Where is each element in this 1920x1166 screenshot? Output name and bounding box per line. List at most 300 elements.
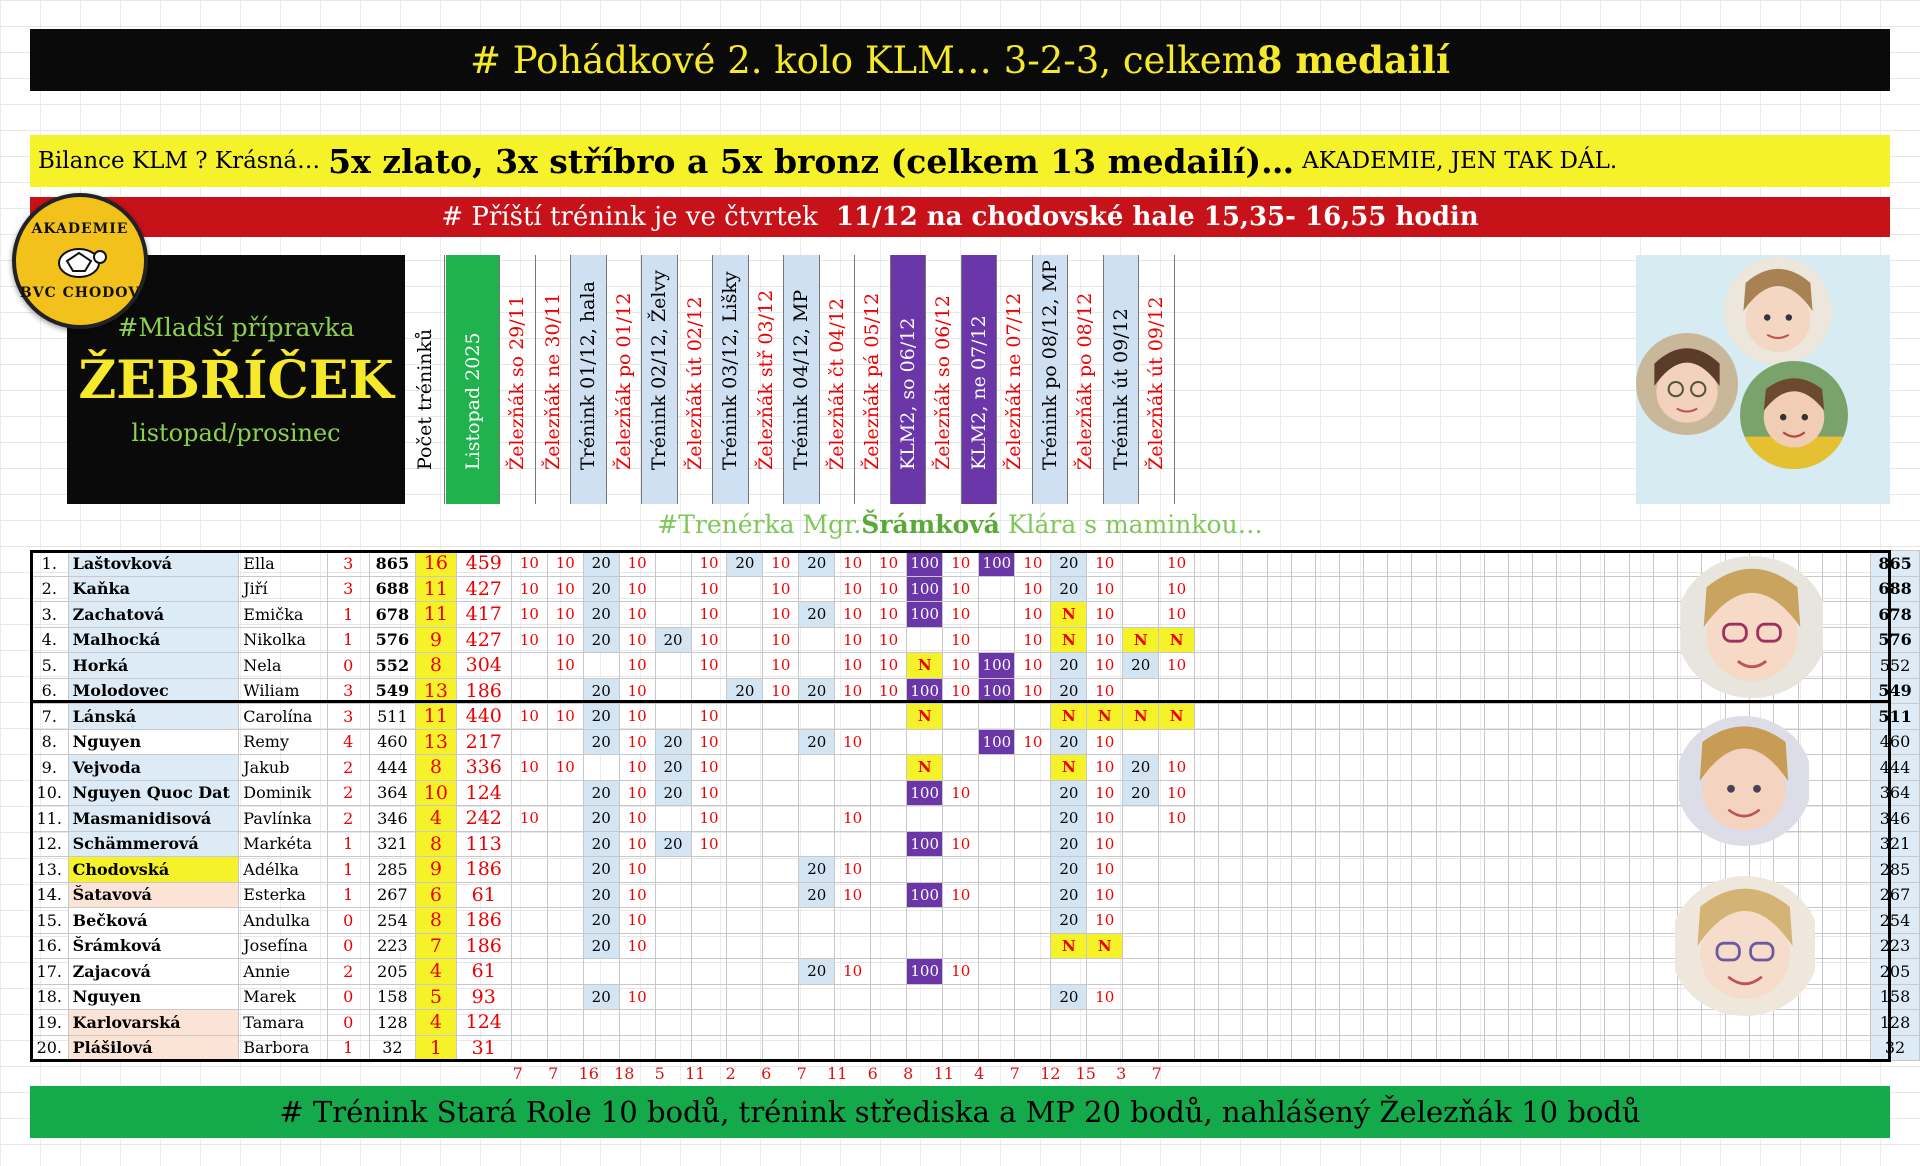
empty-cell <box>1846 678 1870 704</box>
empty-cell <box>1653 729 1677 755</box>
empty-cell <box>1243 857 1267 883</box>
empty-cell <box>1315 831 1339 857</box>
points-cell: 10 <box>691 602 727 628</box>
empty-cell <box>1388 678 1412 704</box>
empty-cell <box>1195 704 1219 730</box>
points-cell <box>979 959 1015 985</box>
points-cell <box>1159 908 1195 934</box>
empty-cell <box>1653 780 1677 806</box>
surname-cell: Chodovská <box>68 857 239 883</box>
empty-cell <box>1581 882 1605 908</box>
empty-cell <box>1364 933 1388 959</box>
empty-cell <box>1219 831 1243 857</box>
empty-cell <box>1364 627 1388 653</box>
empty-cell <box>1798 1035 1822 1061</box>
empty-cell <box>1533 780 1557 806</box>
points-cell: 10 <box>943 653 979 679</box>
sum-cell: 254 <box>1871 908 1920 934</box>
empty-cell <box>1653 627 1677 653</box>
empty-cell <box>1822 729 1846 755</box>
points-cell: 10 <box>871 602 907 628</box>
empty-cell <box>1508 653 1532 679</box>
empty-cell <box>1267 551 1291 577</box>
empty-cell <box>1291 1035 1315 1061</box>
points-cell <box>511 908 547 934</box>
points-cell <box>547 678 583 704</box>
empty-cell <box>1508 1035 1532 1061</box>
previous-points-cell: 267 <box>369 882 416 908</box>
empty-cell <box>1339 576 1363 602</box>
month-points-cell: 427 <box>456 576 511 602</box>
sum-cell: 346 <box>1871 806 1920 832</box>
points-cell: 10 <box>1087 831 1123 857</box>
empty-cell <box>1412 602 1436 628</box>
previous-points-cell: 460 <box>369 729 416 755</box>
column-total: 18 <box>614 1064 635 1083</box>
empty-cell <box>1339 831 1363 857</box>
points-cell: 100 <box>907 959 943 985</box>
points-cell <box>1015 857 1051 883</box>
previous-points-cell: 444 <box>369 755 416 781</box>
empty-cell <box>1557 729 1581 755</box>
empty-cell <box>1315 806 1339 832</box>
medals-cell: 1 <box>327 1035 369 1061</box>
surname-cell: Nguyen <box>68 984 239 1010</box>
sum-cell: 444 <box>1871 755 1920 781</box>
empty-cell <box>1508 576 1532 602</box>
previous-points-cell: 285 <box>369 857 416 883</box>
points-cell: 10 <box>943 959 979 985</box>
next-training-banner <box>30 197 1890 237</box>
points-cell <box>799 806 835 832</box>
points-cell <box>727 653 763 679</box>
rank-cell: 17. <box>31 959 69 985</box>
empty-cell <box>1339 882 1363 908</box>
empty-cell <box>1460 602 1484 628</box>
points-cell: 20 <box>583 780 619 806</box>
points-cell <box>727 1010 763 1036</box>
empty-cell <box>1412 984 1436 1010</box>
empty-cell <box>1315 1010 1339 1036</box>
empty-cell <box>1195 882 1219 908</box>
col-header-event-label: Trénink 03/12, Lišky <box>719 271 742 470</box>
table-row <box>31 984 1920 1010</box>
points-cell: 10 <box>547 627 583 653</box>
points-cell <box>1015 806 1051 832</box>
column-total: 11 <box>685 1064 706 1083</box>
previous-points-cell: 678 <box>369 602 416 628</box>
empty-cell <box>1436 831 1460 857</box>
club-logo <box>12 193 148 329</box>
empty-cell <box>1267 780 1291 806</box>
empty-cell <box>1267 1035 1291 1061</box>
empty-cell <box>1243 678 1267 704</box>
empty-cell <box>1653 984 1677 1010</box>
empty-cell <box>1629 908 1653 934</box>
empty-cell <box>1195 831 1219 857</box>
points-cell <box>907 1010 943 1036</box>
points-cell <box>799 984 835 1010</box>
sum-cell: 688 <box>1871 576 1920 602</box>
empty-cell <box>1267 576 1291 602</box>
child-photo <box>1740 361 1848 469</box>
child-photo <box>1724 257 1832 365</box>
empty-cell <box>1629 602 1653 628</box>
rank-cell: 9. <box>31 755 69 781</box>
points-cell: 20 <box>799 729 835 755</box>
rank-cell: 20. <box>31 1035 69 1061</box>
points-cell: 20 <box>583 933 619 959</box>
points-cell: N <box>1051 755 1087 781</box>
surname-cell: Zajacová <box>68 959 239 985</box>
empty-cell <box>1484 653 1508 679</box>
previous-points-cell: 511 <box>369 704 416 730</box>
points-cell <box>871 704 907 730</box>
empty-cell <box>1364 576 1388 602</box>
empty-cell <box>1412 1035 1436 1061</box>
first-name-cell: Esterka <box>239 882 327 908</box>
empty-cell <box>1315 780 1339 806</box>
col-header-event <box>855 255 891 504</box>
points-cell <box>511 653 547 679</box>
empty-cell <box>1846 857 1870 883</box>
points-cell: 20 <box>655 729 691 755</box>
points-cell: 20 <box>1051 551 1087 577</box>
points-cell <box>1159 1010 1195 1036</box>
empty-cell <box>1460 908 1484 934</box>
points-cell: 20 <box>583 908 619 934</box>
empty-cell <box>1653 806 1677 832</box>
empty-cell <box>1195 729 1219 755</box>
month-points-cell: 186 <box>456 857 511 883</box>
empty-cell <box>1339 1010 1363 1036</box>
empty-cell <box>1653 602 1677 628</box>
empty-cell <box>1436 755 1460 781</box>
points-cell <box>1015 1010 1051 1036</box>
points-cell: 20 <box>583 831 619 857</box>
points-cell: 10 <box>619 704 655 730</box>
month-points-cell: 427 <box>456 627 511 653</box>
column-total: 7 <box>548 1064 559 1083</box>
empty-cell <box>1412 933 1436 959</box>
points-cell: 100 <box>979 551 1015 577</box>
points-cell <box>835 1010 871 1036</box>
points-cell <box>799 908 835 934</box>
points-cell <box>1123 1035 1159 1061</box>
empty-cell <box>1243 882 1267 908</box>
empty-cell <box>1412 806 1436 832</box>
points-cell: 20 <box>655 627 691 653</box>
sum-cell: 205 <box>1871 959 1920 985</box>
empty-cell <box>1364 882 1388 908</box>
points-cell <box>547 780 583 806</box>
points-cell: 10 <box>943 831 979 857</box>
points-cell <box>979 576 1015 602</box>
empty-cell <box>1364 704 1388 730</box>
col-header-event-label: Trénink po 08/12, MP <box>1038 260 1061 470</box>
empty-cell <box>1315 627 1339 653</box>
points-cell <box>1123 908 1159 934</box>
trainer-suffix: Klára s maminkou… <box>999 510 1263 539</box>
empty-cell <box>1388 653 1412 679</box>
points-cell: 100 <box>907 551 943 577</box>
empty-cell <box>1195 806 1219 832</box>
points-cell <box>1015 959 1051 985</box>
points-cell <box>511 882 547 908</box>
points-cell: 10 <box>619 780 655 806</box>
points-cell: 10 <box>1159 806 1195 832</box>
empty-cell <box>1436 678 1460 704</box>
training-count-cell: 13 <box>416 729 456 755</box>
empty-cell <box>1484 704 1508 730</box>
points-cell: 10 <box>871 551 907 577</box>
points-cell: 20 <box>1051 831 1087 857</box>
points-cell <box>943 1035 979 1061</box>
empty-cell <box>1557 857 1581 883</box>
points-cell: 10 <box>511 755 547 781</box>
rank-cell: 19. <box>31 1010 69 1036</box>
empty-cell <box>1533 1035 1557 1061</box>
points-cell <box>763 729 799 755</box>
points-cell: 100 <box>979 729 1015 755</box>
points-cell <box>727 755 763 781</box>
empty-cell <box>1291 704 1315 730</box>
points-cell <box>1159 678 1195 704</box>
sum-cell: 364 <box>1871 780 1920 806</box>
points-cell <box>763 984 799 1010</box>
column-total: 11 <box>827 1064 848 1083</box>
empty-cell <box>1339 653 1363 679</box>
points-cell <box>799 933 835 959</box>
sum-cell: 285 <box>1871 857 1920 883</box>
points-cell: 20 <box>655 755 691 781</box>
empty-cell <box>1484 602 1508 628</box>
points-cell: 10 <box>1087 576 1123 602</box>
empty-cell <box>1315 678 1339 704</box>
empty-cell <box>1581 602 1605 628</box>
trainer-caption <box>30 510 1890 546</box>
col-header-event <box>713 255 749 504</box>
empty-cell <box>1629 729 1653 755</box>
training-count-cell: 4 <box>416 959 456 985</box>
empty-cell <box>1605 704 1629 730</box>
empty-cell <box>1581 908 1605 934</box>
points-cell: 10 <box>871 653 907 679</box>
points-cell <box>799 780 835 806</box>
empty-cell <box>1364 1010 1388 1036</box>
first-name-cell: Tamara <box>239 1010 327 1036</box>
empty-cell <box>1557 984 1581 1010</box>
empty-cell <box>1557 831 1581 857</box>
empty-cell <box>1508 755 1532 781</box>
points-cell <box>547 1010 583 1036</box>
empty-cell <box>1484 984 1508 1010</box>
next-training-text: # Příští trénink je ve čtvrtek <box>441 202 818 232</box>
points-cell: 20 <box>1051 857 1087 883</box>
points-cell <box>763 780 799 806</box>
surname-cell: Šatavová <box>68 882 239 908</box>
logo-top-text: AKADEMIE <box>31 221 129 237</box>
column-total: 5 <box>654 1064 665 1083</box>
points-cell <box>871 780 907 806</box>
empty-cell <box>1364 780 1388 806</box>
trainer-prefix: #Trenérka Mgr. <box>657 510 862 539</box>
points-cell <box>979 1035 1015 1061</box>
points-cell: 10 <box>619 755 655 781</box>
empty-cell <box>1339 627 1363 653</box>
points-cell <box>907 627 943 653</box>
empty-cell <box>1581 755 1605 781</box>
points-cell: 10 <box>691 653 727 679</box>
medals-cell: 1 <box>327 602 369 628</box>
empty-cell <box>1581 959 1605 985</box>
rank-cell: 2. <box>31 576 69 602</box>
empty-cell <box>1388 551 1412 577</box>
points-cell <box>727 806 763 832</box>
points-cell: 20 <box>583 602 619 628</box>
points-cell <box>835 908 871 934</box>
training-count-cell: 4 <box>416 1010 456 1036</box>
empty-cell <box>1557 806 1581 832</box>
points-cell <box>871 908 907 934</box>
points-cell <box>763 704 799 730</box>
empty-cell <box>1557 755 1581 781</box>
column-total: 8 <box>903 1064 914 1083</box>
points-cell <box>511 959 547 985</box>
rank-cell: 14. <box>31 882 69 908</box>
empty-cell <box>1605 627 1629 653</box>
sum-cell: 576 <box>1871 627 1920 653</box>
points-cell: 10 <box>835 576 871 602</box>
empty-cell <box>1822 908 1846 934</box>
points-cell <box>1123 933 1159 959</box>
first-name-cell: Nela <box>239 653 327 679</box>
empty-cell <box>1629 1010 1653 1036</box>
points-cell <box>727 576 763 602</box>
first-name-cell: Wiliam <box>239 678 327 704</box>
points-cell <box>1051 1010 1087 1036</box>
turtle-icon <box>53 241 107 281</box>
empty-cell <box>1339 806 1363 832</box>
points-cell: 10 <box>835 627 871 653</box>
points-cell <box>547 857 583 883</box>
column-total: 7 <box>796 1064 807 1083</box>
empty-cell <box>1460 959 1484 985</box>
empty-cell <box>1822 704 1846 730</box>
empty-cell <box>1846 1035 1870 1061</box>
column-total: 7 <box>1151 1064 1162 1083</box>
points-cell: 10 <box>1015 551 1051 577</box>
empty-cell <box>1291 908 1315 934</box>
empty-cell <box>1195 678 1219 704</box>
empty-cell <box>1388 857 1412 883</box>
points-cell: 20 <box>583 729 619 755</box>
empty-cell <box>1846 729 1870 755</box>
empty-cell <box>1484 678 1508 704</box>
empty-cell <box>1653 551 1677 577</box>
points-cell <box>871 933 907 959</box>
empty-cell <box>1412 780 1436 806</box>
empty-cell <box>1677 704 1701 730</box>
points-cell <box>1123 831 1159 857</box>
column-total: 15 <box>1075 1064 1096 1083</box>
col-header-event <box>571 255 607 504</box>
medals-cell: 3 <box>327 678 369 704</box>
column-total: 7 <box>1009 1064 1020 1083</box>
empty-cell <box>1219 933 1243 959</box>
points-cell <box>763 831 799 857</box>
empty-cell <box>1484 755 1508 781</box>
empty-cell <box>1291 627 1315 653</box>
points-cell <box>871 984 907 1010</box>
surname-cell: Kaňka <box>68 576 239 602</box>
points-cell: 10 <box>835 602 871 628</box>
empty-cell <box>1605 882 1629 908</box>
previous-points-cell: 128 <box>369 1010 416 1036</box>
rank-cell: 3. <box>31 602 69 628</box>
points-cell <box>979 831 1015 857</box>
empty-cell <box>1484 933 1508 959</box>
empty-cell <box>1605 678 1629 704</box>
empty-cell <box>1557 1035 1581 1061</box>
column-total: 16 <box>578 1064 599 1083</box>
empty-cell <box>1846 704 1870 730</box>
points-cell <box>1015 882 1051 908</box>
points-cell <box>691 1010 727 1036</box>
empty-cell <box>1653 1035 1677 1061</box>
col-header-event-label: Železňák po 01/12 <box>612 292 635 470</box>
first-name-cell: Jakub <box>239 755 327 781</box>
empty-cell <box>1629 1035 1653 1061</box>
empty-cell <box>1219 602 1243 628</box>
points-cell <box>943 1010 979 1036</box>
points-cell <box>691 959 727 985</box>
points-cell <box>547 908 583 934</box>
empty-cell <box>1195 627 1219 653</box>
empty-cell <box>1629 755 1653 781</box>
empty-cell <box>1388 576 1412 602</box>
empty-cell <box>1557 933 1581 959</box>
points-cell <box>1051 1035 1087 1061</box>
empty-cell <box>1291 1010 1315 1036</box>
empty-cell <box>1339 933 1363 959</box>
points-cell <box>655 704 691 730</box>
points-cell <box>763 908 799 934</box>
first-name-cell: Andulka <box>239 908 327 934</box>
empty-cell <box>1412 627 1436 653</box>
points-cell: 10 <box>511 627 547 653</box>
empty-cell <box>1557 653 1581 679</box>
points-cell <box>1087 1010 1123 1036</box>
points-cell: 10 <box>1159 780 1195 806</box>
empty-cell <box>1219 908 1243 934</box>
points-cell <box>583 1035 619 1061</box>
points-cell: 10 <box>547 755 583 781</box>
empty-cell <box>1267 831 1291 857</box>
empty-cell <box>1412 551 1436 577</box>
footer-banner <box>30 1086 1890 1138</box>
surname-cell: Zachatová <box>68 602 239 628</box>
empty-cell <box>1508 627 1532 653</box>
points-cell: 10 <box>619 806 655 832</box>
empty-cell <box>1822 959 1846 985</box>
empty-cell <box>1653 678 1677 704</box>
table-row <box>31 959 1920 985</box>
first-name-cell: Pavlínka <box>239 806 327 832</box>
empty-cell <box>1508 959 1532 985</box>
empty-cell <box>1243 908 1267 934</box>
points-cell <box>979 984 1015 1010</box>
